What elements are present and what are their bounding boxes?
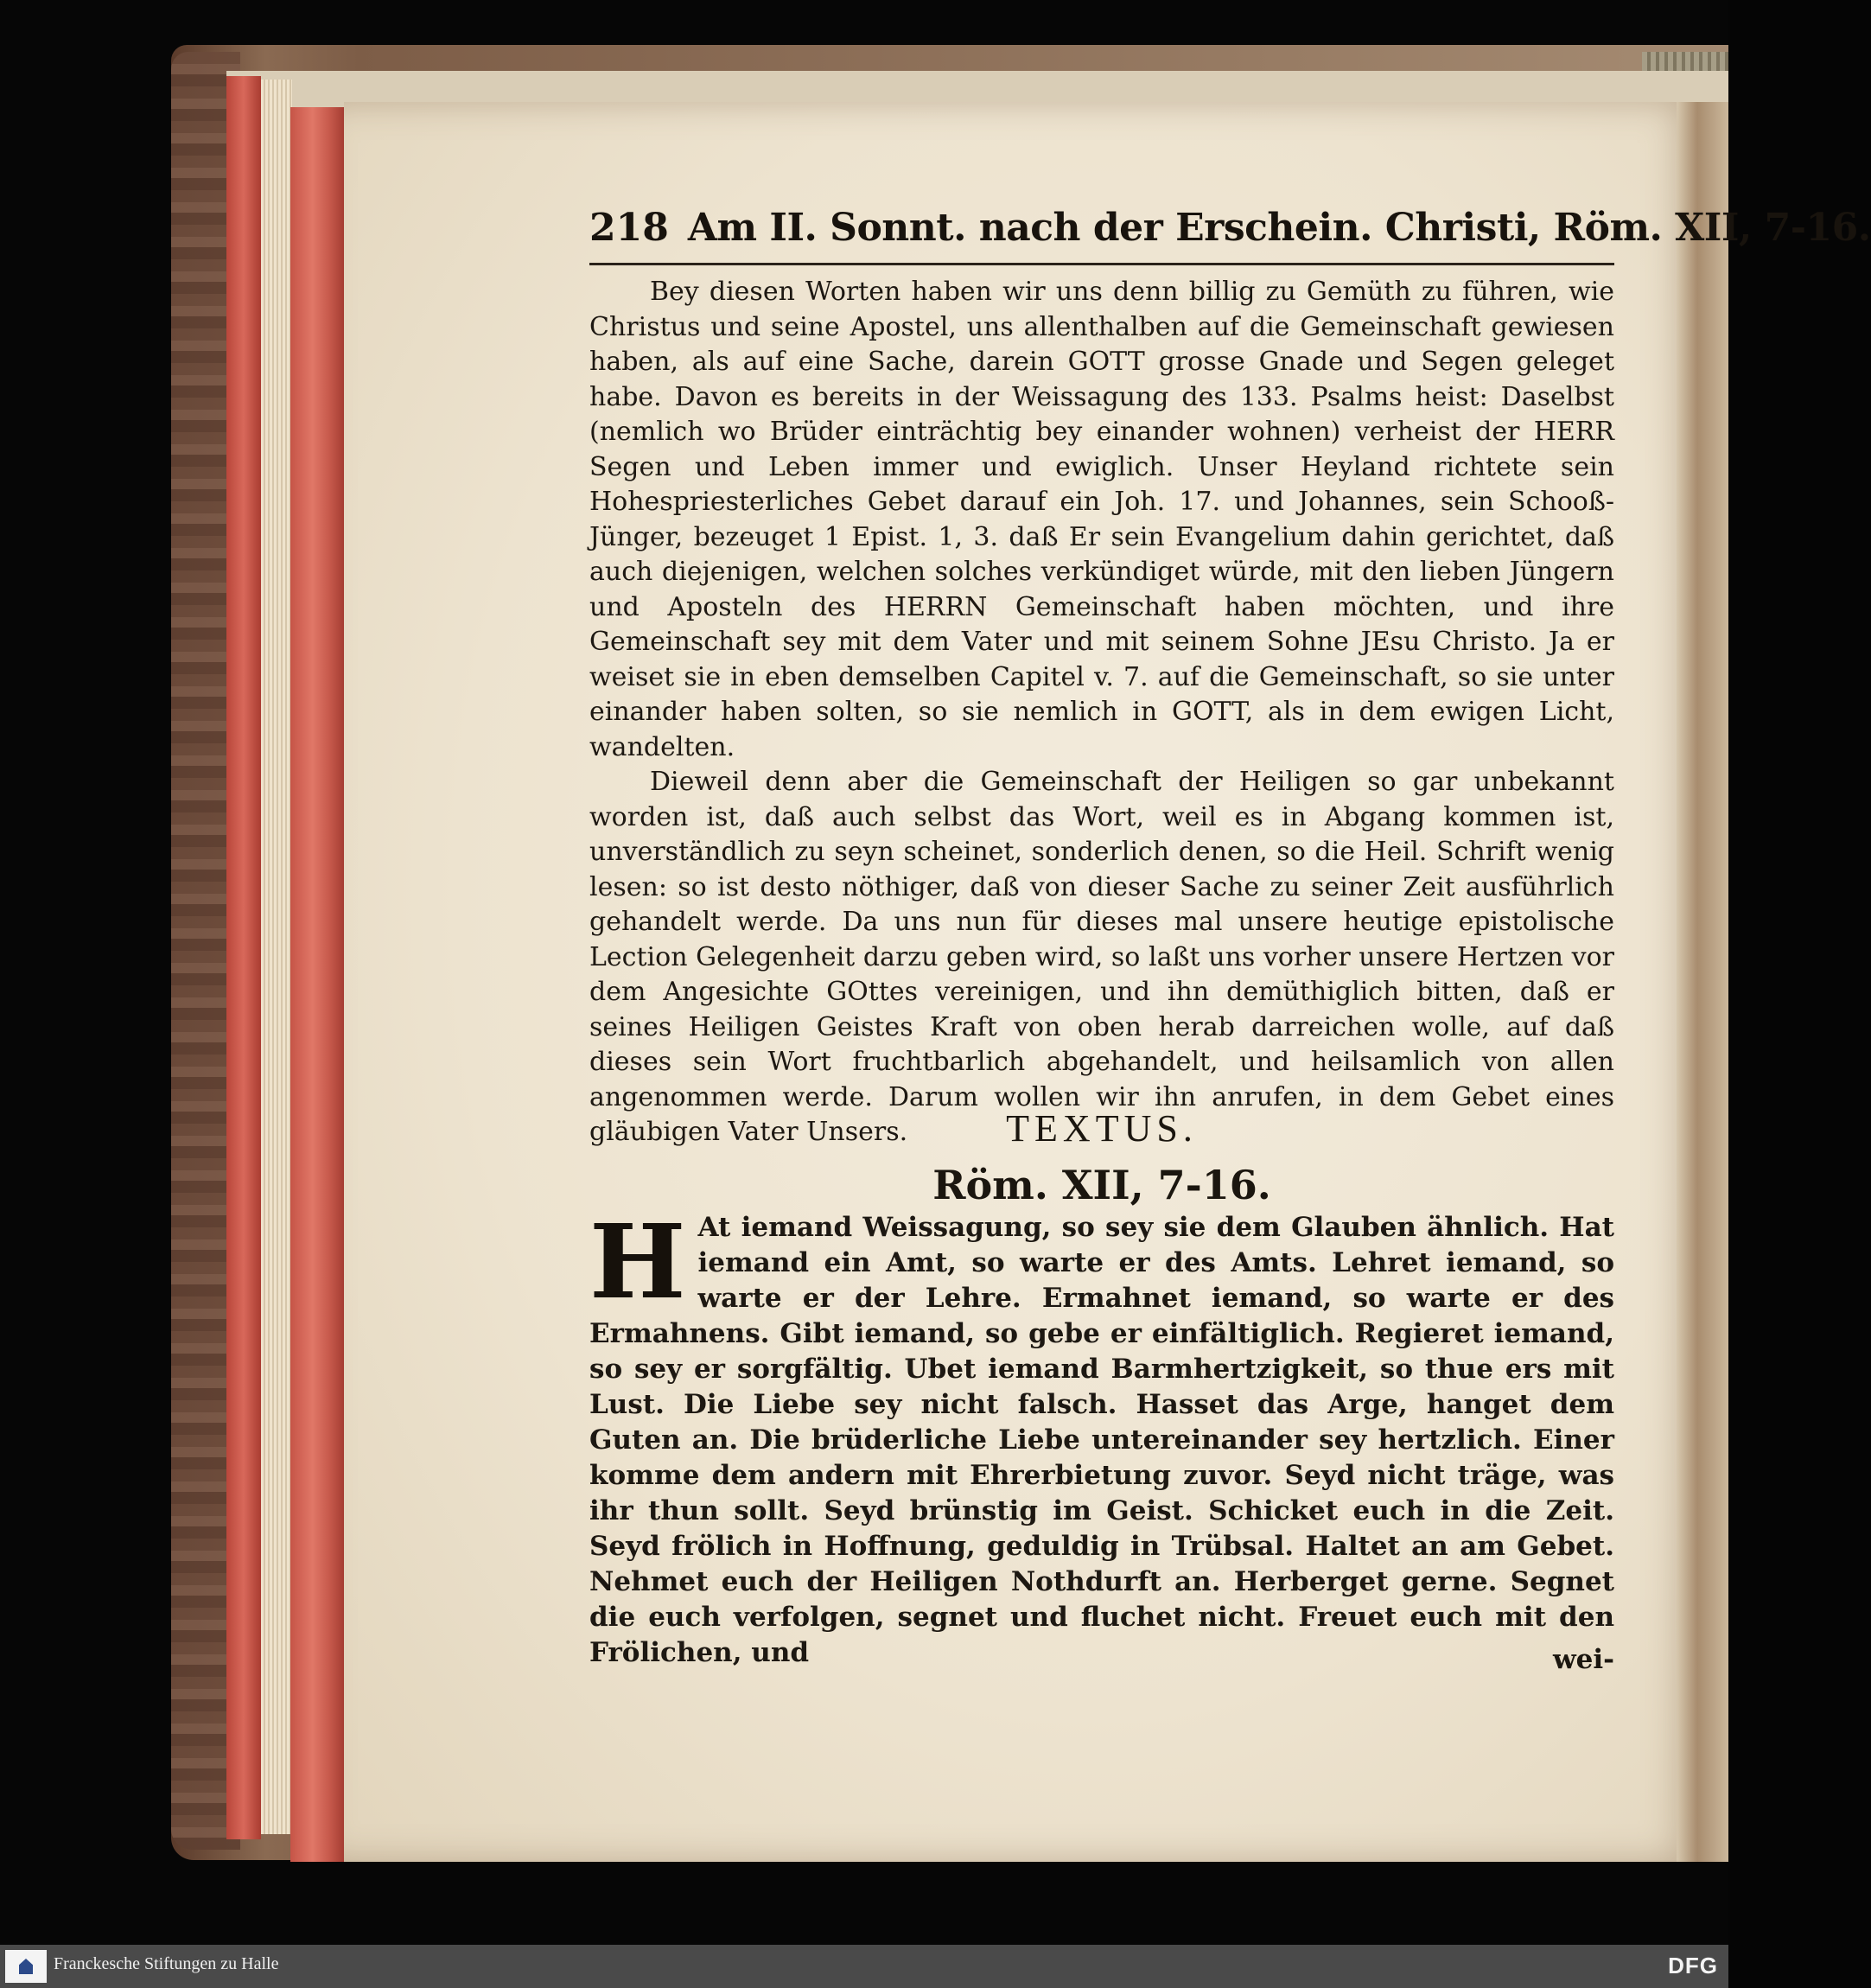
- institution-name: Franckesche Stiftungen zu Halle: [54, 1954, 279, 1973]
- page-gutter: [1677, 102, 1728, 1862]
- textus-reference: Röm. XII, 7-16.: [932, 1162, 1271, 1208]
- prose-paragraph: Bey diesen Worten haben wir uns denn billig zu Gemüth zu führen, wie Christus und seine Apostel, uns allenthalben auf die Gemeinschaft gewiesen haben, als auf eine Sache, darein GOTT grosse Gnade und Segen geleget habe. Davon es bereits in der Weissagung des 133. Psalms heist: Daselbst (nemlich wo Brüder einträchtig bey einander wohnen) verheist der HERR Segen und Leben immer und ewiglich. Unser Heyland richtete sein Hohespriesterliches Gebet darauf ein Joh. 17. und Johannes, sein Schooß-Jünger, bezeuget 1 Epist. 1, 3. daß Er sein Evangelium dahin gerichtet, daß auch diejenigen, welchen solches verkündiget würde, mit den lieben Jüngern und Aposteln des HERRN Gemeinschaft haben möchten, und ihre Gemeinschaft sey mit dem Vater und mit seinem Sohne JEsu Christo. Ja er weiset sie in eben demselben Capitel v. 7. auf die Gemeinschaft, so sie unter einander haben solten, so sie nemlich in GOTT, als in dem ewigen Licht, wandelten.: [589, 277, 1614, 762]
- page-number: 218: [589, 206, 669, 250]
- page-stack-edge: [261, 80, 292, 1834]
- drop-cap: H: [589, 1201, 686, 1322]
- running-title: Am II. Sonnt. nach der Erschein. Christi, Röm. XII, 7-16.: [687, 206, 1871, 250]
- running-head: [589, 206, 1871, 258]
- catchword: wei-: [1552, 1644, 1614, 1675]
- sermon-prose: [589, 275, 1614, 1150]
- textus-heading: TEXTUS.: [1006, 1107, 1198, 1150]
- head-rule: [589, 263, 1614, 265]
- scripture-body: At iemand Weissagung, so sey sie dem Glauben ähnlich. Hat iemand ein Amt, so warte er des Amts. Lehret iemand, so warte er der Lehre. Ermahnet iemand, so warte er des Ermahnens. Gibt iemand, so gebe er einfältiglich. Regieret iemand, so sey er sorgfältig. Ubet iemand Barmhertzigkeit, so thue ers mit Lust. Die Liebe sey nicht falsch. Hasset das Arge, hanget dem Guten an. Die brüderliche Liebe untereinander sey hertzlich. Einer komme dem andern mit Ehrerbietung zuvor. Seyd nicht träge, was ihr thun sollt. Seyd brünstig im Geist. Schicket euch in die Zeit. Seyd frölich in Hoffnung, geduldig in Trübsal. Haltet an am Gebet. Nehmet euch der Heiligen Nothdurft an. Herberget gerne. Segnet die euch verfolgen, segnet und fluchet nicht. Freuet euch mit den Frölichen, und: [589, 1212, 1614, 1668]
- dfg-logo[interactable]: DFG: [1668, 1953, 1718, 1978]
- red-page-edge-outer: [226, 76, 261, 1839]
- prose-paragraph: Dieweil denn aber die Gemeinschaft der Heiligen so gar unbekannt worden ist, daß auch selbst das Wort, weil es in Abgang kommen ist, unverständlich zu seyn scheinet, sonderlich denen, so die Heil. Schrift wenig lesen: so ist desto nöthiger, daß von dieser Sache zu seiner Zeit ausführlich gehandelt werde. Da uns nun für dieses mal unsere heutige epistolische Lection Gelegenheit darzu geben wird, so laßt uns vorher unsere Hertzen vor dem Angesichte GOttes vereinigen, und ihn demüthiglich bitten, daß er seines Heiligen Geistes Kraft von oben herab darreichen wolle, auf daß dieses sein Wort fruchtbarlich abgehandelt, und heilsamlich von allen angenommen werde. Darum wollen wir ihn anrufen, in dem Gebet eines gläubigen Vater Unsers.: [589, 767, 1614, 1147]
- footer-bar: [0, 1945, 1728, 1988]
- franckesche-stiftungen-logo-icon[interactable]: [5, 1950, 47, 1983]
- red-page-edge-inner: [290, 107, 346, 1862]
- scripture-text: [589, 1201, 1614, 1671]
